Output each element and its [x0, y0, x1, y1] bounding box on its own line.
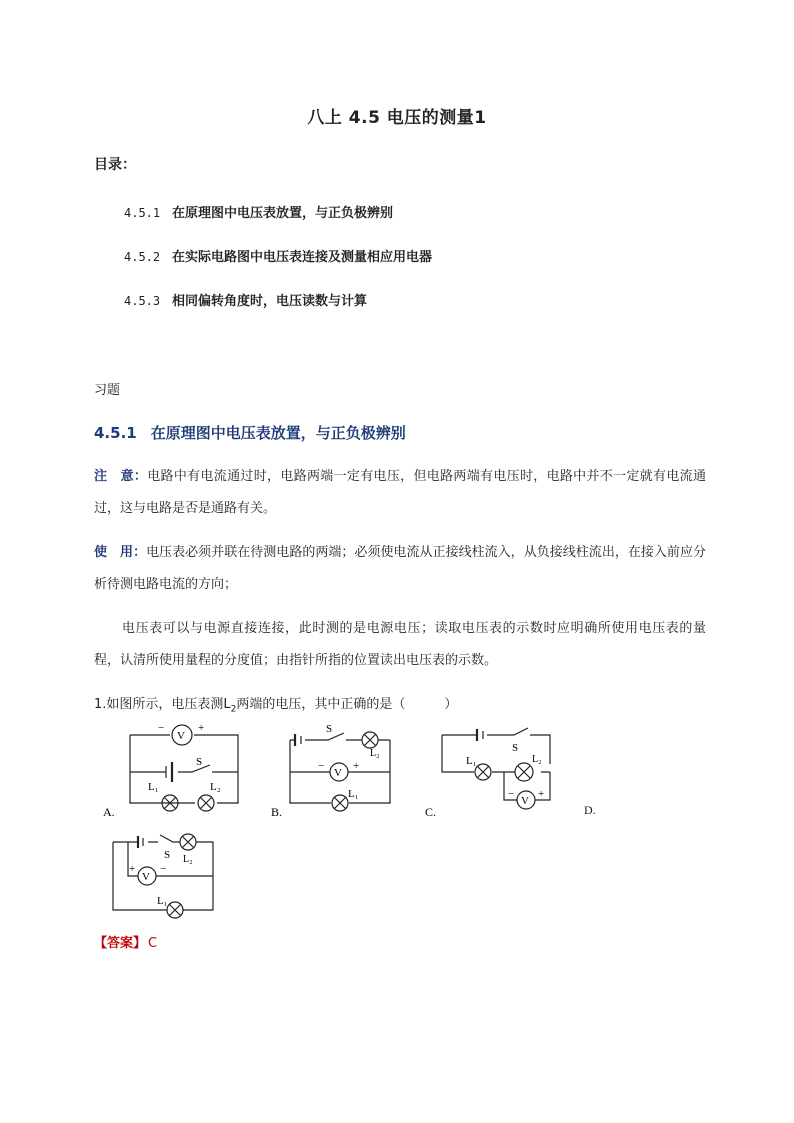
switch-label: S [196, 756, 203, 768]
switch-label: S [164, 849, 171, 861]
circuit-diagram-c[interactable] [422, 720, 572, 820]
question-text [94, 693, 457, 715]
circuit-diagram-d[interactable] [100, 828, 225, 920]
lamp-l2-label: L₂ [183, 854, 193, 865]
lamp-l2-label: L₂ [532, 754, 542, 765]
toc-item-text: 相同偏转角度时，电压读数与计算 [172, 294, 368, 309]
toc-item-2[interactable] [124, 246, 432, 265]
answer-line [94, 932, 157, 951]
answer-label: 【答案】 [94, 936, 147, 951]
toc-item-number: 4.5.1 [124, 206, 161, 220]
toc-item-number: 4.5.2 [124, 250, 161, 264]
lamp-l1-label: L₁ [348, 788, 359, 800]
minus-label: − [160, 863, 167, 875]
section-heading [94, 422, 406, 443]
option-b-label: B. [271, 805, 283, 819]
toc-item-text: 在实际电路图中电压表连接及测量相应用电器 [172, 250, 433, 265]
minus-label: − [318, 760, 325, 772]
note-label: 注 意： [94, 469, 148, 484]
circuit-diagram-b[interactable] [268, 720, 398, 820]
answer-value: C [148, 936, 158, 951]
note-paragraph [94, 461, 706, 525]
switch-label: S [326, 723, 333, 735]
section-number: 4.5.1 [94, 424, 137, 442]
usage-paragraph [94, 537, 706, 601]
circuit-diagram-a[interactable] [100, 720, 250, 820]
voltmeter-label: V [521, 795, 529, 807]
section-text: 在原理图中电压表放置，与正负极辨别 [150, 424, 406, 442]
voltmeter-label: V [177, 730, 185, 742]
minus-label: − [508, 788, 515, 800]
switch-label: S [512, 742, 519, 754]
plus-label: + [198, 722, 205, 734]
voltmeter-label: V [142, 871, 150, 883]
option-c-label: C. [425, 805, 437, 819]
toc-heading: 目录： [94, 157, 136, 173]
lamp-l2-label: L₂ [210, 781, 221, 793]
lamp-l2-label: L₂ [370, 748, 380, 759]
toc-item-3[interactable] [124, 290, 367, 309]
minus-label: − [158, 722, 165, 734]
plus-label: + [353, 760, 360, 772]
toc-item-1[interactable] [124, 202, 393, 221]
option-d-label[interactable]: D. [584, 803, 596, 817]
note-text: 电路中有电流通过时，电路两端一定有电压，但电路两端有电压时，电路中并不一定就有电流通过，这与电路是否是通路有关。 [94, 469, 706, 516]
question-suffix: 两端的电压，其中正确的是（ ） [236, 697, 458, 712]
body-paragraph: 电压表可以与电源直接连接，此时测的是电源电压；读取电压表的示数时应明确所使用电压表的量程，认清所使用量程的分度值；由指针所指的位置读出电压表的示数。 [94, 621, 706, 668]
question-prefix: 1.如图所示，电压表测L [94, 697, 231, 712]
toc-item-number: 4.5.3 [124, 294, 161, 308]
plus-label: + [129, 863, 136, 875]
lamp-l1-label: L₁ [157, 895, 168, 907]
lamp-l1-label: L₁ [466, 755, 477, 767]
voltmeter-label: V [334, 767, 342, 779]
lamp-l1-label: L₁ [148, 781, 159, 793]
usage-label: 使 用： [94, 545, 147, 560]
page-title: 八上 4.5 电压的测量1 [307, 108, 487, 128]
option-a-label: A. [103, 805, 115, 819]
usage-text: 电压表必须并联在待测电路的两端；必须使电流从正接线柱流入，从负接线柱流出，在接入前应分析待测电路电流的方向； [94, 545, 706, 592]
exercise-heading: 习题 [94, 383, 121, 398]
question-subscript: 2 [230, 704, 237, 715]
toc-item-text: 在原理图中电压表放置，与正负极辨别 [172, 206, 394, 221]
plus-label: + [538, 788, 545, 800]
